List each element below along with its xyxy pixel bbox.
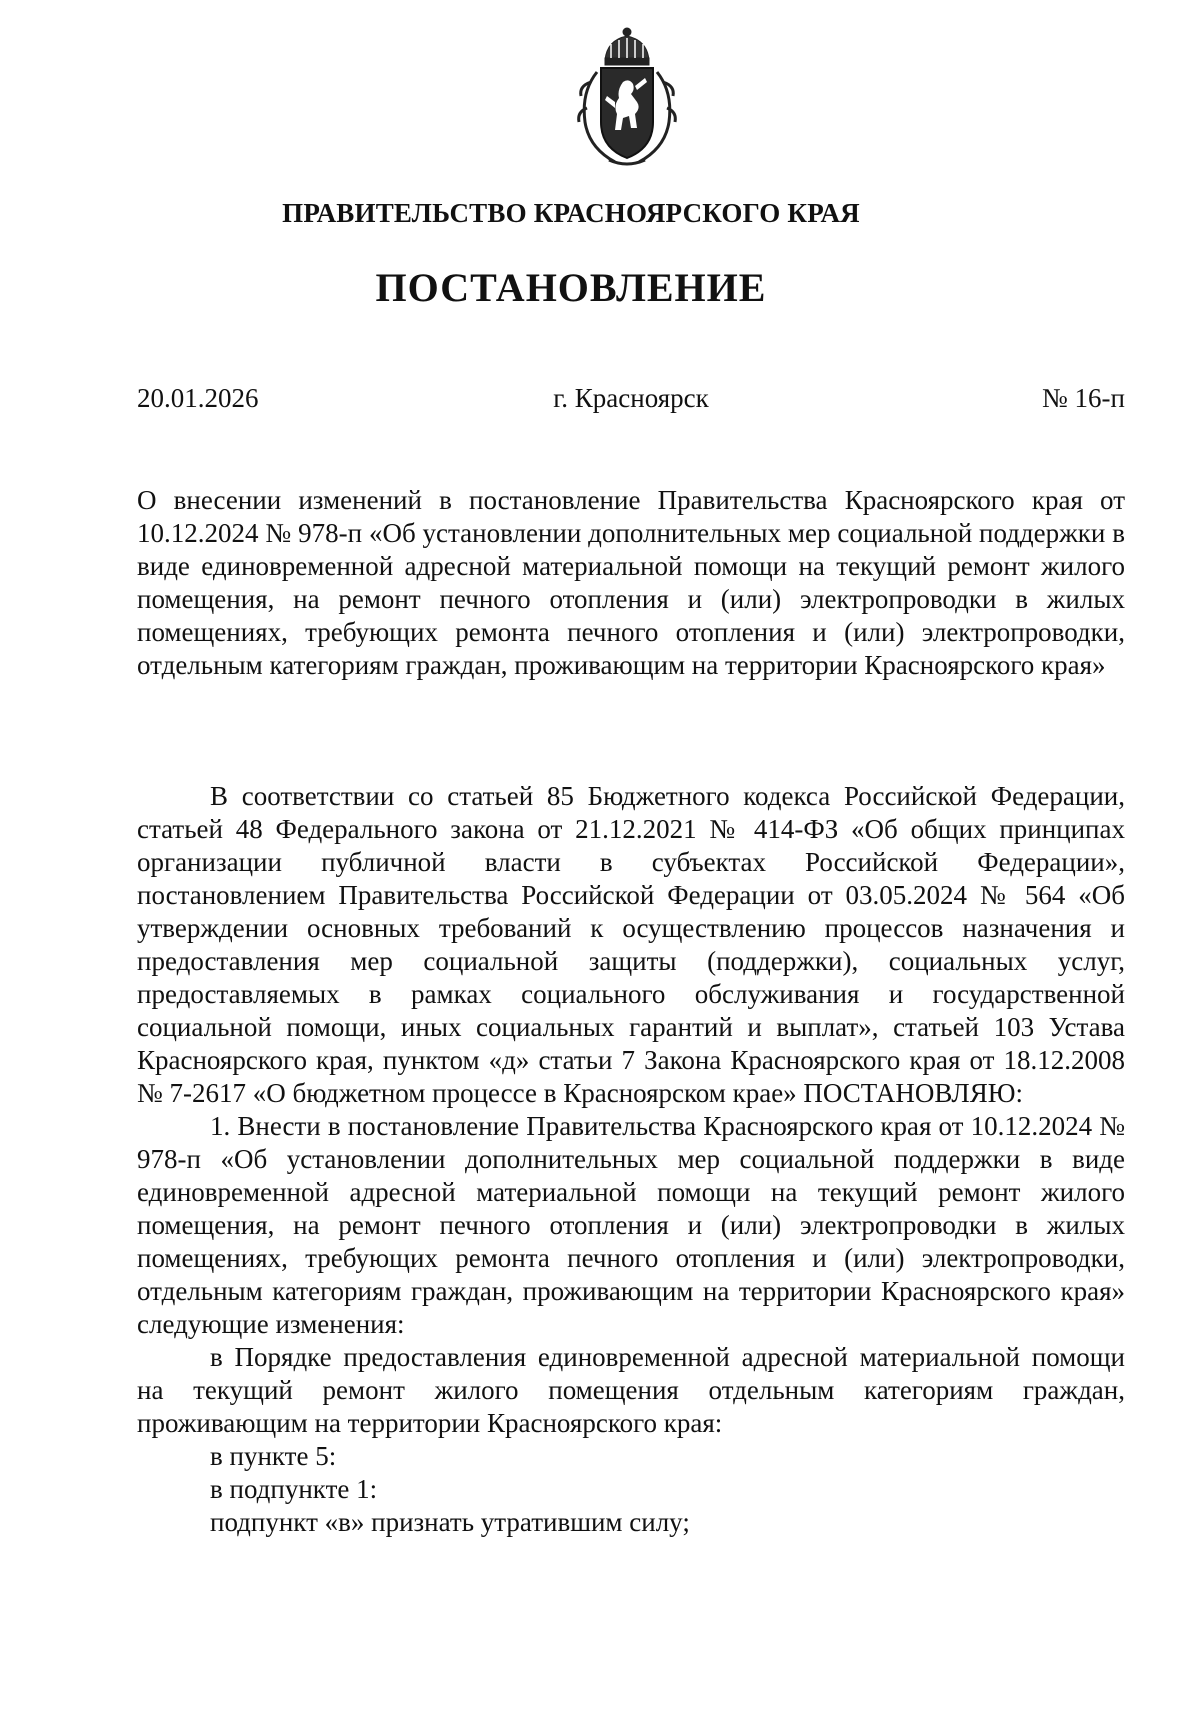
subpoint-1-line: в подпункте 1: — [210, 1474, 378, 1504]
document-body — [137, 780, 1125, 1539]
preamble-paragraph: В соответствии со статьей 85 Бюджетного кодекса Российской Федерации, статьей 48 Федерального закона от 21.12.2021 № 414-ФЗ «Об общих принципах организации публичной власти в субъектах Российской Федерации», постановлением Правительства Российской Федерации от 03.05.2024 № 564 «Об утверждении основных требований к осуществлению процессов назначения и предоставления мер социальной защиты (поддержки), социальных услуг, предоставляемых в рамках социального обслуживания и государственной социальной помощи, иных социальных гарантий и выплат», статьей 103 Устава Красноярского края, пунктом «д» статьи 7 Закона Красноярского края от 18.12.2008 № 7-2617 «О бюджетном процессе в Красноярском крае» ПОСТАНОВЛЯЮ: — [137, 781, 1125, 1108]
document-meta-row — [137, 383, 1125, 417]
document-number: № 16-п — [1042, 383, 1125, 413]
document-type: ПОСТАНОВЛЕНИЕ — [375, 265, 767, 310]
document-city: г. Красноярск — [553, 383, 709, 413]
coat-of-arms-emblem — [575, 22, 679, 170]
subpoint-v-line: подпункт «в» признать утратившим силу; — [210, 1507, 690, 1537]
item-1-amendment-paragraph: в Порядке предоставления единовременной адресной материальной помощи на текущий ремонт жилого помещения отдельным категориям граждан, проживающим на территории Красноярского края: — [137, 1342, 1125, 1438]
point-5-line: в пункте 5: — [210, 1441, 337, 1471]
document-date: 20.01.2026 — [137, 383, 259, 413]
document-title: О внесении изменений в постановление Правительства Красноярского края от 10.12.2024 № 978-п «Об установлении дополнительных мер социальной поддержки в виде единовременной адресной материальной помощи на текущий ремонт жилого помещения, на ремонт печного отопления и (или) электропроводки в жилых помещениях, требующих ремонта печного отопления и (или) электропроводки, отдельным категориям граждан, проживающим на территории Красноярского края» — [137, 485, 1125, 680]
organization-name: ПРАВИТЕЛЬСТВО КРАСНОЯРСКОГО КРАЯ — [282, 198, 860, 228]
item-1-paragraph: 1. Внести в постановление Правительства Красноярского края от 10.12.2024 № 978-п «Об установлении дополнительных мер социальной поддержки в виде единовременной адресной материальной помощи на текущий ремонт жилого помещения, на ремонт печного отопления и (или) электропроводки в жилых помещениях, требующих ремонта печного отопления и (или) электропроводки, отдельным категориям граждан, проживающим на территории Красноярского края» следующие изменения: — [137, 1111, 1125, 1339]
